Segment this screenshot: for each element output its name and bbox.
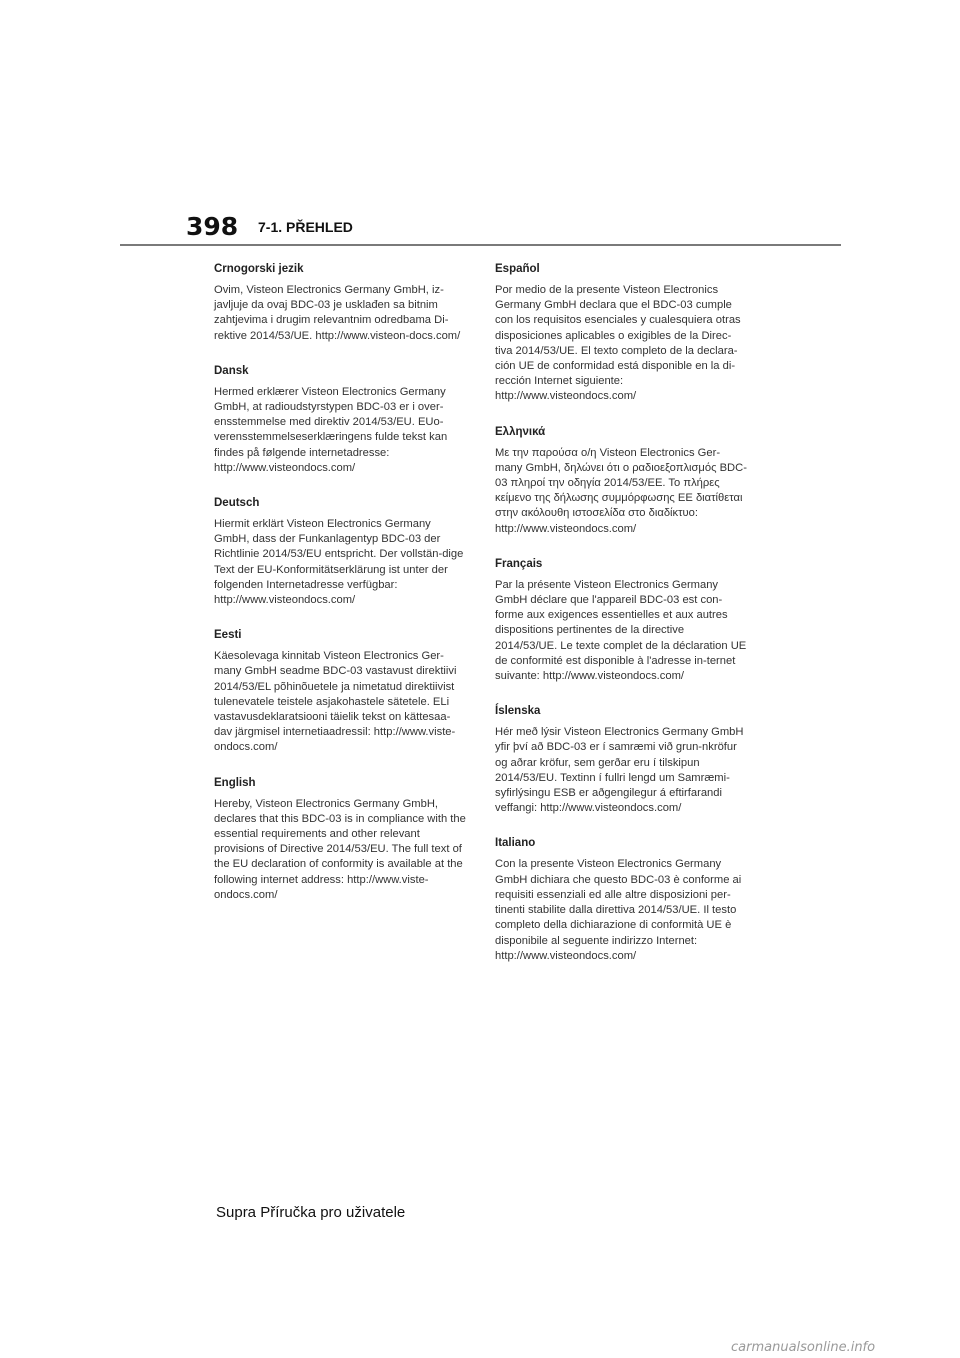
declaration-estonian — [214, 628, 466, 755]
section-title: 7-1. PŘEHLED — [258, 219, 353, 235]
language-heading: Español — [495, 263, 540, 275]
language-heading: Italiano — [495, 837, 536, 850]
language-heading: Crnogorski jezik — [214, 263, 304, 275]
language-heading: Français — [495, 557, 543, 570]
declaration-german — [214, 496, 466, 608]
declaration-italian — [495, 836, 747, 963]
language-heading: Dansk — [214, 364, 249, 377]
declaration-text: Ovim, Visteon Electronics Germany GmbH, iz-javljuje da ovaj BDC-03 je usklađen sa bitnim zahtjevima i drugim relevantnim odredbama Di-rektive 2014/53/UE. http://www.visteon-docs.com/ — [214, 284, 461, 342]
declaration-english — [214, 776, 466, 903]
header-divider — [120, 244, 841, 246]
declaration-danish — [214, 364, 466, 476]
language-heading: Eesti — [214, 629, 242, 642]
language-heading: Íslenska — [495, 705, 541, 718]
declaration-spanish — [495, 262, 747, 405]
declaration-greek — [495, 425, 747, 537]
declaration-text: Hereby, Visteon Electronics Germany GmbH, declares that this BDC-03 is in compliance with the essential requirements and other relevant provisions of Directive 2014/53/EU. The full text of the EU declaration of conformity is available at the following internet address: http://www.viste-ondocs.com/ — [214, 797, 466, 901]
declaration-french — [495, 557, 747, 684]
language-heading: Deutsch — [214, 497, 260, 510]
declaration-text: Hér með lýsir Visteon Electronics Germany GmbH yfir því að BDC-03 er í samræmi við grun-nkröfur og aðrar kröfur, sem gerðar eru í tilskipun 2014/53/EU. Textinn í fullri lengd um Samræmi-syfirlýsingu ESB er aðgengilegur á eftirfarandi veffangi: http://www.visteondocs.com/ — [495, 726, 744, 815]
left-column — [214, 262, 466, 923]
language-heading: Ελληνικά — [495, 425, 546, 438]
watermark: carmanualsonline.info — [731, 1340, 876, 1355]
manual-title-footer: Supra Příručka pro uživatele — [216, 1204, 406, 1221]
language-heading: English — [214, 776, 256, 789]
declaration-text: Käesolevaga kinnitab Visteon Electronics Ger-many GmbH seadme BDC-03 vastavust direktiivi 2014/53/EL põhinõuetele ja nimetatud direktiivist tulenevatele teistele asjakohastele sätetele. ELi vastavusdeklaratsiooni täielik tekst on kättesaa-dav järgmisel internetiaadressil: http://www.viste-ondocs.com/ — [214, 650, 457, 754]
declaration-text: Por medio de la presente Visteon Electronics Germany GmbH declara que el BDC-03 cumple con los requisitos esenciales y cualesquiera otras disposiciones aplicables o exigibles de la Direc-tiva 2014/53/UE. El texto completo de la declara-ción UE de conformidad está disponible en la di-rección Internet siguiente: http://www.visteondocs.com/ — [495, 284, 741, 403]
declaration-icelandic — [495, 704, 747, 816]
declaration-text: Par la présente Visteon Electronics Germany GmbH déclare que l'appareil BDC-03 est con-forme aux exigences essentielles et aux autres dispositions pertinentes de la directive 2014/53/UE. Le texte complet de la déclaration UE de conformité est disponible à l'adresse in-ternet suivante: http://www.visteondocs.com/ — [495, 578, 747, 683]
declaration-text: Hermed erklærer Visteon Electronics Germany GmbH, at radioudstyrstypen BDC-03 er i over-ensstemmelse med direktiv 2014/53/EU. EUo-verensstemmelseserklæringens fulde tekst kan findes på følgende internetadresse: http://www.visteondocs.com/ — [214, 385, 448, 474]
declaration-text: Με την παρούσα ο/η Visteon Electronics Ger-many GmbH, δηλώνει ότι ο ραδιοεξοπλισμός BDC-03 πληροί την οδηγία 2014/53/ΕΕ. Το πλήρες κείμενο της δήλωσης συμμόρφωσης ΕΕ διατίθεται στην ακόλουθη ιστοσελίδα στο διαδίκτυο: http://www.visteondocs.com/ — [495, 446, 747, 535]
declaration-montenegrin — [214, 262, 466, 344]
declaration-text: Con la presente Visteon Electronics Germany GmbH dichiara che questo BDC-03 è conforme ai requisiti essenziali ed alle altre disposizioni per-tinenti stabilite dalla direttiva 2014/53/UE. Il testo completo della dichiarazione di conformità UE è disponibile al seguente indirizzo Internet: http://www.visteondocs.com/ — [495, 858, 742, 962]
right-column — [495, 262, 747, 984]
page-number: 398 — [186, 212, 239, 241]
declaration-text: Hiermit erklärt Visteon Electronics Germany GmbH, dass der Funkanlagentyp BDC-03 der Richtlinie 2014/53/EU entspricht. Der vollstän-dige Text der EU-Konformitätserklärung ist unter der folgenden Internetadresse verfügbar: http://www.visteondocs.com/ — [214, 518, 464, 607]
